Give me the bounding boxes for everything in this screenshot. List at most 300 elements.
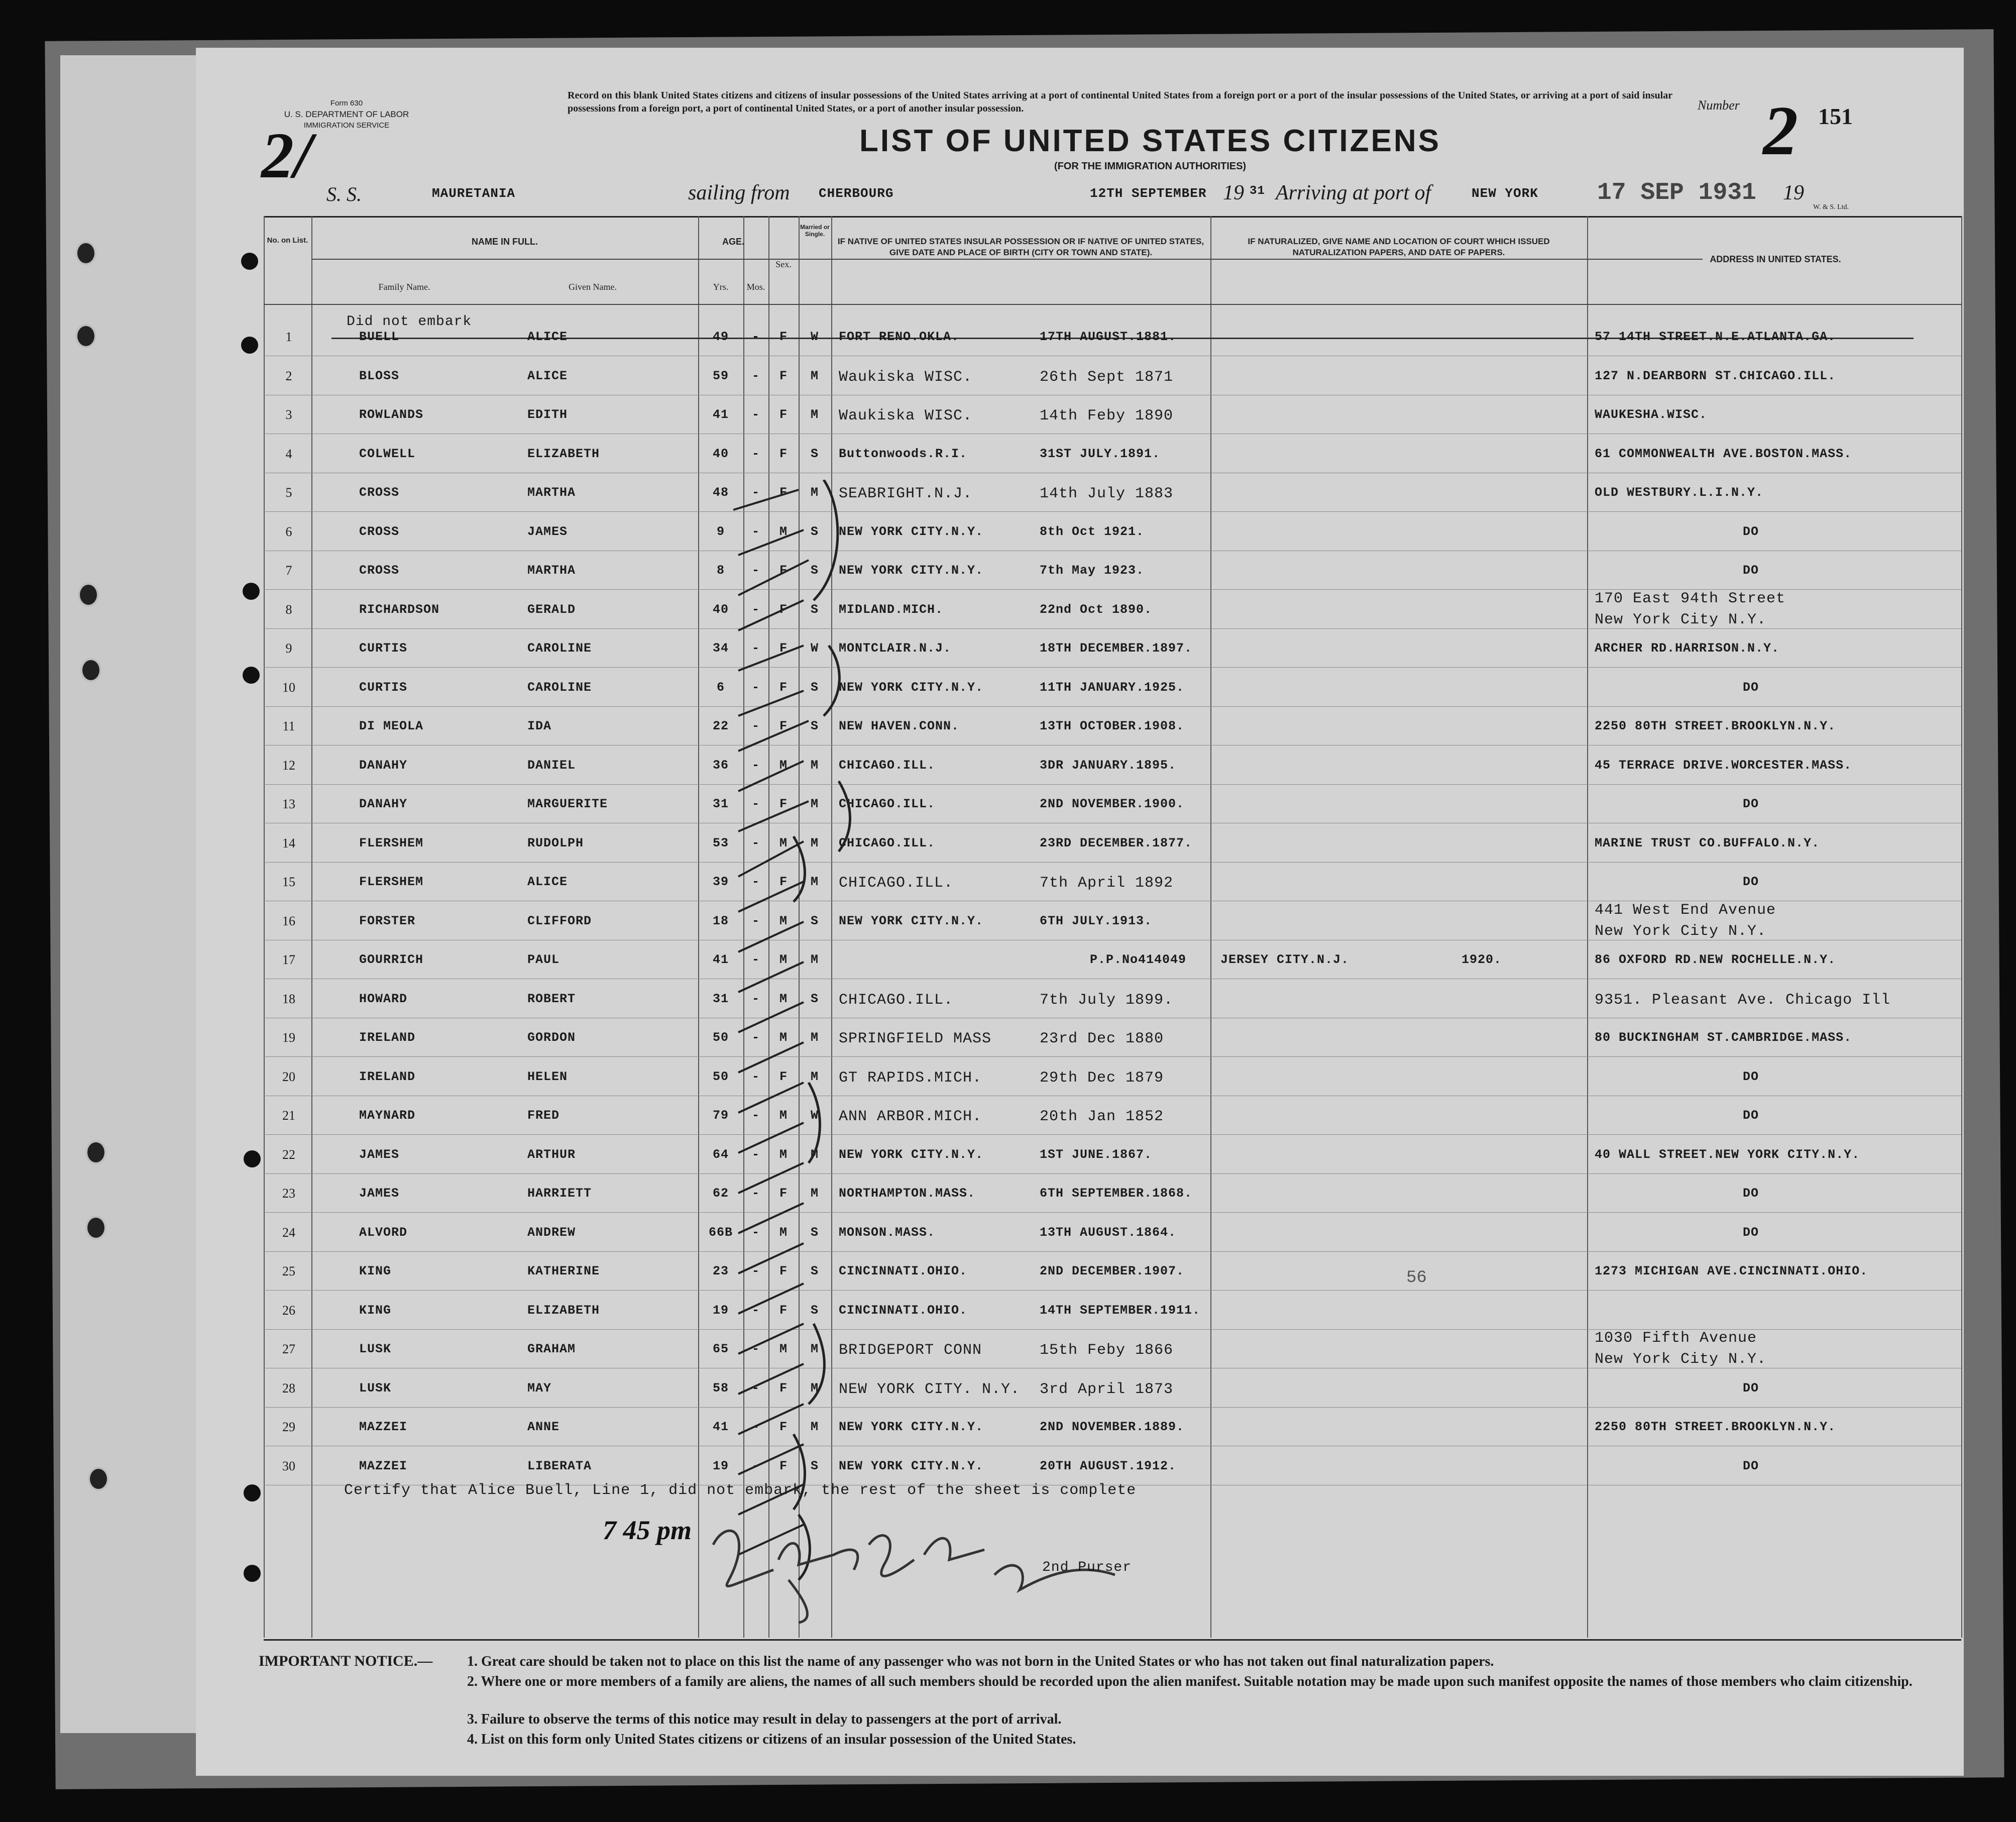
age-years: 9	[716, 524, 725, 539]
us-address: 86 OXFORD RD.NEW ROCHELLE.N.Y.	[1595, 952, 1836, 967]
family-name: CROSS	[359, 563, 400, 578]
sex: M	[779, 952, 788, 967]
birth-place: NEW YORK CITY.N.Y.	[839, 524, 984, 539]
age-years: 6	[716, 680, 725, 695]
row-number: 18	[282, 991, 295, 1006]
punch-hole	[244, 1484, 261, 1502]
ship-name: MAURETANIA	[432, 186, 516, 201]
col-sex: Sex.	[775, 259, 792, 269]
age-months: -	[751, 1420, 760, 1434]
marital-status: M	[810, 1030, 819, 1045]
family-name: DANAHY	[359, 758, 408, 773]
row-number: 27	[282, 1342, 295, 1356]
binder-hole	[85, 1140, 106, 1164]
marital-status: S	[810, 1225, 819, 1240]
birth-place: BRIDGEPORT CONN	[839, 1342, 982, 1359]
given-name: ALICE	[527, 875, 568, 889]
marital-status: M	[810, 758, 819, 773]
family-name: DANAHY	[359, 797, 408, 811]
us-address: 1030 Fifth Avenue	[1595, 1330, 1757, 1347]
birth-date: 20TH AUGUST.1912.	[1040, 1458, 1177, 1473]
notice-item-1: 1. Great care should be taken not to place on this list the name of any passenger who was not born in the United States or who has not taken out final naturalization papers.	[467, 1654, 1494, 1669]
birth-place: NEW YORK CITY.N.Y.	[839, 913, 984, 928]
us-address: DO	[1743, 680, 1759, 695]
age-months: -	[751, 641, 760, 656]
given-name: ANDREW	[527, 1225, 576, 1240]
marital-status: S	[810, 991, 819, 1006]
marital-status: M	[810, 797, 819, 811]
family-name: JAMES	[359, 1186, 400, 1201]
family-name: ROWLANDS	[359, 407, 424, 422]
family-name: CROSS	[359, 524, 400, 539]
age-months: -	[751, 719, 760, 733]
given-name: ANNE	[527, 1420, 560, 1434]
row-number: 6	[285, 524, 292, 539]
family-name: DI MEOLA	[359, 719, 424, 733]
col-mos: Mos.	[746, 282, 765, 292]
table-rule	[264, 216, 265, 1638]
family-name: RICHARDSON	[359, 602, 440, 617]
stray-mark: 56	[1406, 1268, 1427, 1288]
binder-hole	[78, 583, 99, 607]
birth-place: CINCINNATI.OHIO.	[839, 1264, 968, 1278]
sex: M	[779, 758, 788, 773]
age-months: -	[751, 875, 760, 889]
given-name: MARTHA	[527, 485, 576, 500]
marital-status: W	[810, 330, 819, 344]
header-rule	[264, 304, 1961, 305]
age-years: 79	[712, 1108, 729, 1123]
us-address-line-2: New York City N.Y.	[1595, 611, 1767, 628]
sex: F	[779, 1264, 788, 1278]
family-name: CROSS	[359, 485, 400, 500]
year-prefix: 19	[1223, 181, 1244, 204]
row-rule	[264, 1173, 1961, 1174]
marital-status: S	[810, 602, 819, 617]
us-address: DO	[1743, 1380, 1759, 1396]
given-name: HARRIETT	[527, 1186, 592, 1201]
birth-date: 3DR JANUARY.1895.	[1040, 758, 1177, 773]
given-name: LIBERATA	[527, 1458, 592, 1473]
family-name: MAZZEI	[359, 1458, 408, 1473]
naturalization-date: 1920.	[1462, 952, 1502, 967]
header-rule	[311, 259, 1703, 260]
page-subtitle: (FOR THE IMMIGRATION AUTHORITIES)	[1054, 161, 1247, 172]
given-name: MARGUERITE	[527, 797, 608, 811]
us-address: DO	[1743, 797, 1759, 811]
marital-status: M	[810, 1380, 819, 1396]
birth-date: 14th July 1883	[1040, 485, 1174, 502]
row-rule	[264, 1056, 1961, 1057]
us-address-line-2: New York City N.Y.	[1595, 1351, 1767, 1368]
age-years: 39	[712, 875, 729, 889]
birth-place: MIDLAND.MICH.	[839, 602, 944, 617]
row-rule	[264, 1290, 1961, 1291]
given-name: RUDOLPH	[527, 835, 584, 850]
given-name: ELIZABETH	[527, 446, 600, 461]
certification-statement: Certify that Alice Buell, Line 1, did not embark, the rest of the sheet is complete	[344, 1482, 1137, 1499]
birth-date: 29th Dec 1879	[1040, 1069, 1164, 1087]
family-name: LUSK	[359, 1380, 392, 1396]
row-number: 5	[285, 485, 292, 500]
birth-place: CINCINNATI.OHIO.	[839, 1303, 968, 1318]
birth-place: NEW YORK CITY.N.Y.	[839, 1147, 984, 1162]
given-name: CLIFFORD	[527, 913, 592, 928]
family-name: KING	[359, 1303, 392, 1318]
marital-status: M	[810, 368, 819, 383]
age-months: -	[751, 1342, 760, 1356]
ss-label: S. S.	[326, 183, 362, 205]
sex: M	[779, 1030, 788, 1045]
punch-hole	[243, 667, 260, 684]
col-no-on-list: No. on List.	[267, 236, 308, 245]
row-number: 19	[282, 1030, 295, 1045]
sex: M	[779, 1147, 788, 1162]
row-number: 21	[282, 1108, 295, 1123]
row-number: 25	[282, 1264, 295, 1278]
age-years: 31	[712, 991, 729, 1006]
table-rule	[1587, 216, 1588, 1638]
punch-hole	[241, 337, 258, 354]
marital-status: S	[810, 1303, 819, 1318]
birth-place: Waukiska WISC.	[839, 407, 973, 424]
sex: F	[779, 875, 788, 889]
age-months: -	[751, 680, 760, 695]
birth-date: 14th Feby 1890	[1040, 407, 1174, 424]
family-name: FLERSHEM	[359, 835, 424, 850]
us-address: 45 TERRACE DRIVE.WORCESTER.MASS.	[1595, 758, 1852, 773]
given-name: ARTHUR	[527, 1147, 576, 1162]
year-label: 19	[1783, 181, 1804, 204]
sex: M	[779, 524, 788, 539]
row-number: 4	[285, 446, 292, 461]
given-name: HELEN	[527, 1069, 568, 1084]
birth-place: CHICAGO.ILL.	[839, 758, 936, 773]
row-number: 13	[282, 797, 295, 811]
marital-status: M	[810, 952, 819, 967]
family-name: IRELAND	[359, 1030, 416, 1045]
row-number: 9	[285, 641, 292, 656]
marital-status: M	[810, 875, 819, 889]
us-address: DO	[1743, 1186, 1759, 1201]
birth-place: CHICAGO.ILL.	[839, 835, 936, 850]
marital-status: S	[810, 524, 819, 539]
age-years: 59	[712, 368, 729, 383]
age-months: -	[751, 991, 760, 1006]
age-months: -	[751, 1108, 760, 1123]
given-name: KATHERINE	[527, 1264, 600, 1278]
row-rule	[264, 1134, 1961, 1135]
age-years: 41	[712, 1420, 729, 1434]
sex: F	[779, 602, 788, 617]
age-years: 53	[712, 835, 729, 850]
sex: M	[779, 1225, 788, 1240]
age-months: -	[751, 330, 760, 344]
age-months: -	[751, 835, 760, 850]
row-rule	[264, 667, 1961, 668]
birth-date: 20th Jan 1852	[1040, 1108, 1164, 1125]
given-name: DANIEL	[527, 758, 576, 773]
binding-edge	[60, 55, 211, 1733]
row-number: 14	[282, 835, 295, 850]
age-months: -	[751, 1380, 760, 1396]
family-name: FORSTER	[359, 913, 416, 928]
col-married-single: Married or Single.	[800, 224, 830, 238]
birth-date: 7th July 1899.	[1040, 991, 1174, 1009]
page-title: LIST OF UNITED STATES CITIZENS	[859, 124, 1441, 158]
birth-place: NEW YORK CITY.N.Y.	[839, 563, 984, 578]
sex: F	[779, 719, 788, 733]
row-number: 20	[282, 1069, 295, 1084]
age-months: -	[751, 797, 760, 811]
age-years: 49	[712, 330, 729, 344]
given-name: CAROLINE	[527, 680, 592, 695]
birth-date: 8th Oct 1921.	[1040, 524, 1145, 539]
handwritten-corner-mark: 2/	[261, 120, 312, 192]
col-yrs: Yrs.	[713, 282, 729, 292]
row-rule	[264, 511, 1961, 512]
age-years: 36	[712, 758, 729, 773]
us-address: WAUKESHA.WISC.	[1595, 407, 1708, 422]
us-address: DO	[1743, 524, 1759, 539]
birth-place: SEABRIGHT.N.J.	[839, 485, 973, 502]
us-address: ARCHER RD.HARRISON.N.Y.	[1595, 641, 1780, 656]
marital-status: M	[810, 835, 819, 850]
printer-mark: W. & S. Ltd.	[1813, 203, 1849, 211]
row-number: 15	[282, 875, 295, 889]
given-name: JAMES	[527, 524, 568, 539]
marital-status: S	[810, 563, 819, 578]
col-age: AGE.	[722, 237, 744, 247]
age-years: 41	[712, 952, 729, 967]
row-number: 2	[285, 368, 292, 383]
age-months: -	[751, 1458, 760, 1473]
sex: F	[779, 330, 788, 344]
service-name: IMMIGRATION SERVICE	[303, 121, 390, 130]
birth-date: 1ST JUNE.1867.	[1040, 1147, 1153, 1162]
col-given-name: Given Name.	[569, 282, 617, 292]
row-number: 1	[285, 330, 292, 344]
birth-date: P.P.No414049	[1090, 952, 1187, 967]
age-months: -	[751, 1147, 760, 1162]
age-years: 19	[712, 1458, 729, 1473]
table-rule	[1210, 216, 1211, 1638]
birth-place: NEW HAVEN.CONN.	[839, 719, 960, 733]
birth-place: Buttonwoods.R.I.	[839, 446, 968, 461]
row-number: 23	[282, 1186, 295, 1201]
age-months: -	[751, 446, 760, 461]
family-name: CURTIS	[359, 641, 408, 656]
age-months: -	[751, 602, 760, 617]
age-years: 40	[712, 446, 729, 461]
us-address: 57 14TH STREET.N.E.ATLANTA.GA.	[1595, 330, 1836, 344]
marital-status: W	[810, 641, 819, 656]
given-name: FRED	[527, 1108, 560, 1123]
birth-place: NEW YORK CITY.N.Y.	[839, 680, 984, 695]
age-years: 22	[712, 719, 729, 733]
age-years: 41	[712, 407, 729, 422]
family-name: CURTIS	[359, 680, 408, 695]
purser-title: 2nd Purser	[1042, 1560, 1132, 1575]
row-rule	[264, 1251, 1961, 1252]
marital-status: M	[810, 1147, 819, 1162]
col-family-name: Family Name.	[378, 282, 430, 292]
us-address: DO	[1743, 1069, 1759, 1084]
row-rule	[264, 1212, 1961, 1213]
punch-hole	[241, 253, 258, 270]
sex: M	[779, 1108, 788, 1123]
age-years: 65	[712, 1342, 729, 1356]
sex: F	[779, 485, 788, 500]
age-years: 19	[712, 1303, 729, 1318]
age-years: 48	[712, 485, 729, 500]
us-address: 1273 MICHIGAN AVE.CINCINNATI.OHIO.	[1595, 1264, 1868, 1278]
notice-item-4: 4. List on this form only United States citizens or citizens of an insular possession of the United States.	[467, 1732, 1076, 1747]
col-birth-info: IF NATIVE OF UNITED STATES INSULAR POSSESSION OR IF NATIVE OF UNITED STATES, GIVE DATE AND PLACE OF BIRTH (CITY OR TOWN AND STATE).	[837, 237, 1204, 257]
given-name: ELIZABETH	[527, 1303, 600, 1318]
birth-date: 17TH AUGUST.1881.	[1040, 330, 1177, 344]
given-name: MAY	[527, 1380, 552, 1396]
family-name: GOURRICH	[359, 952, 424, 967]
age-years: 18	[712, 913, 729, 928]
row-number: 7	[285, 563, 292, 578]
age-years: 40	[712, 602, 729, 617]
row-rule	[264, 862, 1961, 863]
marital-status: S	[810, 1458, 819, 1473]
birth-date: 7th April 1892	[1040, 875, 1174, 892]
binder-hole	[88, 1467, 109, 1491]
us-address: 441 West End Avenue	[1595, 901, 1776, 919]
row-number: 30	[282, 1458, 295, 1473]
birth-place: Waukiska WISC.	[839, 368, 973, 386]
family-name: MAYNARD	[359, 1108, 416, 1123]
us-address: DO	[1743, 1108, 1759, 1123]
notice-item-3: 3. Failure to observe the terms of this notice may result in delay to passengers at the port of arrival.	[467, 1711, 1062, 1727]
birth-date: 11TH JANUARY.1925.	[1040, 680, 1185, 695]
binder-hole	[85, 1216, 106, 1240]
binder-hole	[75, 241, 96, 265]
punch-hole	[244, 1565, 261, 1582]
birth-date: 2ND NOVEMBER.1900.	[1040, 797, 1185, 811]
row-number: 8	[285, 602, 292, 617]
inspector-time-note: 7 45 pm	[603, 1515, 692, 1545]
arriving-label: Arriving at port of	[1276, 181, 1431, 204]
sex: F	[779, 797, 788, 811]
row-number: 10	[282, 680, 295, 695]
sex: M	[779, 991, 788, 1006]
birth-date: 13TH OCTOBER.1908.	[1040, 719, 1185, 733]
age-years: 23	[712, 1264, 729, 1278]
family-name: FLERSHEM	[359, 875, 424, 889]
family-name: MAZZEI	[359, 1420, 408, 1434]
given-name: EDITH	[527, 407, 568, 422]
punch-hole	[244, 1150, 261, 1167]
sex: M	[779, 913, 788, 928]
us-address: DO	[1743, 1458, 1759, 1473]
family-name: BUELL	[359, 330, 400, 344]
birth-date: 31ST JULY.1891.	[1040, 446, 1161, 461]
marital-status: W	[810, 1108, 819, 1123]
age-months: -	[751, 758, 760, 773]
sex: F	[779, 1303, 788, 1318]
row-rule	[264, 1407, 1961, 1408]
birth-place: FORT RENO.OKLA.	[839, 330, 960, 344]
sex: F	[779, 368, 788, 383]
marital-status: M	[810, 1420, 819, 1434]
us-address: 80 BUCKINGHAM ST.CAMBRIDGE.MASS.	[1595, 1030, 1852, 1045]
family-name: COLWELL	[359, 446, 416, 461]
birth-date: 14TH SEPTEMBER.1911.	[1040, 1303, 1201, 1318]
notice-item-2: 2. Where one or more members of a family are aliens, the names of all such members should be recorded upon the alien manifest. Suitable notation may be made upon such manifest opposite the names of those members who claim citizenship.	[467, 1674, 1913, 1689]
birth-place: SPRINGFIELD MASS	[839, 1030, 992, 1047]
age-months: -	[751, 1303, 760, 1318]
sex: F	[779, 1186, 788, 1201]
birth-place: MONSON.MASS.	[839, 1225, 936, 1240]
age-months: -	[751, 1264, 760, 1278]
birth-place: NORTHAMPTON.MASS.	[839, 1186, 976, 1201]
marital-status: S	[810, 719, 819, 733]
row-number: 24	[282, 1225, 295, 1240]
sex: M	[779, 1342, 788, 1356]
given-name: PAUL	[527, 952, 560, 967]
notice-title: IMPORTANT NOTICE.—	[259, 1653, 433, 1669]
us-address: 9351. Pleasant Ave. Chicago Ill	[1595, 991, 1891, 1009]
age-months: -	[751, 485, 760, 500]
birth-place: ANN ARBOR.MICH.	[839, 1108, 982, 1125]
row-number: 16	[282, 913, 295, 928]
us-address: 170 East 94th Street	[1595, 590, 1786, 607]
sex: F	[779, 1458, 788, 1473]
arrival-date-stamp: 17 SEP 1931	[1597, 179, 1756, 206]
birth-date: 15th Feby 1866	[1040, 1342, 1174, 1359]
age-years: 34	[712, 641, 729, 656]
family-name: LUSK	[359, 1342, 392, 1356]
birth-place: GT RAPIDS.MICH.	[839, 1069, 982, 1087]
col-name-in-full: NAME IN FULL.	[472, 237, 538, 247]
birth-date: 6TH JULY.1913.	[1040, 913, 1153, 928]
handwritten-sheet-number: 2	[1763, 92, 1798, 170]
manifest-sheet	[196, 48, 1964, 1776]
row-number: 26	[282, 1303, 295, 1318]
sex: M	[779, 835, 788, 850]
row-rule	[264, 706, 1961, 707]
arrival-port: NEW YORK	[1472, 186, 1538, 201]
row-number: 11	[282, 719, 295, 733]
sex: F	[779, 407, 788, 422]
age-months: -	[751, 952, 760, 967]
birth-place: NEW YORK CITY. N.Y.	[839, 1380, 1021, 1398]
sex: F	[779, 680, 788, 695]
age-years: 50	[712, 1030, 729, 1045]
family-name: KING	[359, 1264, 392, 1278]
marital-status: M	[810, 485, 819, 500]
birth-date: 7th May 1923.	[1040, 563, 1145, 578]
table-rule	[311, 216, 312, 1638]
given-name: ALICE	[527, 330, 568, 344]
binder-hole	[80, 658, 101, 682]
us-address: MARINE TRUST CO.BUFFALO.N.Y.	[1595, 835, 1820, 850]
age-years: 8	[716, 563, 725, 578]
row-number: 3	[285, 407, 292, 422]
year-suffix: 31	[1250, 184, 1265, 198]
departure-port: CHERBOURG	[819, 186, 894, 201]
marital-status: M	[810, 1069, 819, 1084]
age-years: 50	[712, 1069, 729, 1084]
marital-status: S	[810, 680, 819, 695]
age-years: 64	[712, 1147, 729, 1162]
did-not-embark-note: Did not embark	[347, 314, 472, 330]
age-years: 62	[712, 1186, 729, 1201]
